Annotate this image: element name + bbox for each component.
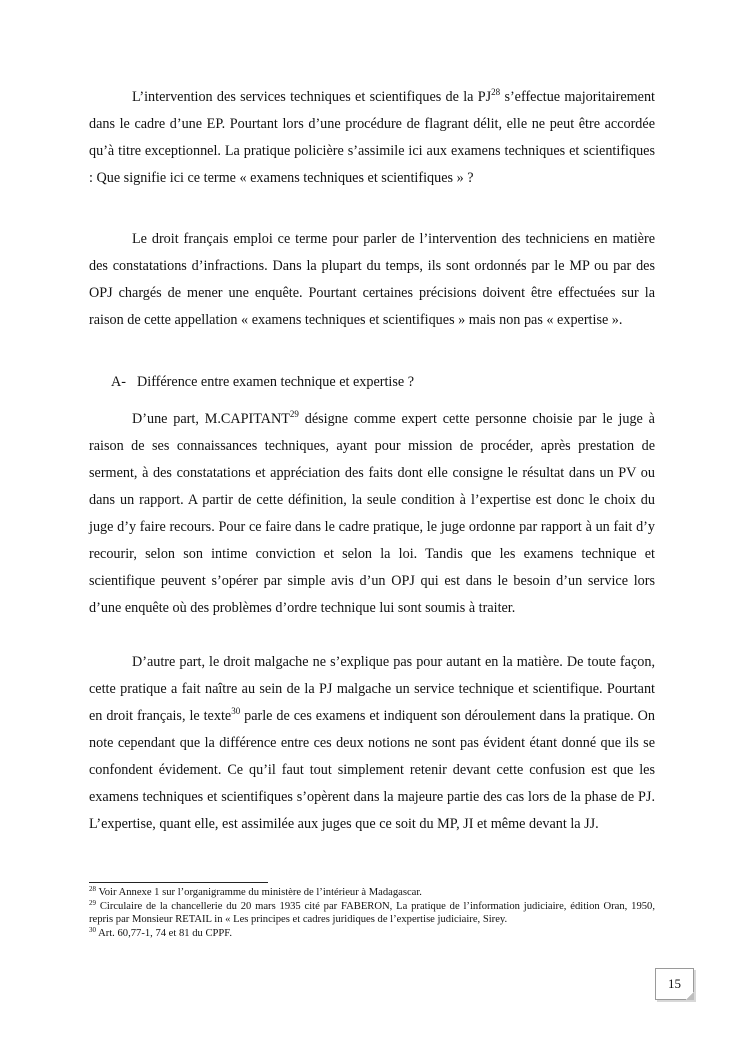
section-heading	[111, 369, 414, 396]
footnote-ref-30[interactable]: 30	[231, 706, 241, 716]
footnotes	[89, 886, 655, 940]
page-corner-fold	[686, 992, 694, 1000]
paragraph-text: parle de ces examens et indiquent son déroulement dans la pratique. On note cependant que la différence entre ces deux notions ne sont pas évident étant donné que ils se confondent évidement. Ce qu’il faut tout simplement retenir devant cette confusion est que les examens techniques et scientifiques s’opèrent dans la majeure partie des cas lors de la phase de PJ. L’expertise, quant elle, est assimilée aux juges que ce soit du MP, JI et même devant la JJ.	[89, 708, 655, 832]
footnote-text: Art. 60,77-1, 74 et 81 du CPPF.	[96, 927, 233, 939]
paragraph-droit-francais	[89, 226, 655, 334]
paragraph-droit-malgache	[89, 649, 655, 838]
paragraph-intervention	[89, 84, 655, 192]
footnote-ref-29[interactable]: 29	[289, 409, 299, 419]
paragraph-text: désigne comme expert cette personne choisie par le juge à raison de ses connaissances techniques, ayant pour mission de procéder, après prestation de serment, à des constatations et appréciation des faits dont elle consigne le résultat dans un PV ou dans un rapport. A partir de cette définition, la seule condition à l’expertise est donc le choix du juge d’y faire recours. Pour ce faire dans le cadre pratique, le juge ordonne par rapport à un fait d’y recourir, selon son intime conviction et selon la loi. Tandis que les examens technique et scientifique peuvent s’opérer par simple avis d’un OPJ qui est dans le besoin d’un service lors d’une enquête où des problèmes d’ordre technique lui sont soumis à traiter.	[89, 411, 655, 616]
footnote-ref-28[interactable]: 28	[491, 87, 501, 97]
footnote-text: Voir Annexe 1 sur l’organigramme du ministère de l’intérieur à Madagascar.	[96, 887, 422, 898]
footnote-text: Circulaire de la chancellerie du 20 mars 1935 cité par FABERON, La pratique de l’information judiciaire, édition Oran, 1950, repris par Monsieur RETAIL in « Les principes et cadres juridiques de l’expertise judiciaire, Sirey.	[89, 900, 655, 925]
paragraph-capitant	[89, 406, 655, 622]
footnote-29	[89, 900, 655, 927]
paragraph-text: L’intervention des services techniques et scientifiques de la PJ	[132, 89, 492, 105]
section-label: A-	[111, 374, 126, 390]
page-number-box	[655, 968, 694, 1000]
paragraph-text: D’une part, M.CAPITANT	[132, 411, 290, 427]
page-number: 15	[668, 976, 681, 991]
section-title: Différence entre examen technique et expertise ?	[137, 374, 415, 390]
paragraph-text: s’effectue majoritairement dans le cadre d’une EP. Pourtant lors d’une procédure de flagrant délit, elle ne peut être accordée qu’à titre exceptionnel. La pratique policière s’assimile ici aux examens techniques et scientifiques : Que signifie ici ce terme « examens techniques et scientifiques » ?	[89, 89, 655, 186]
footnote-number: 28	[89, 885, 96, 893]
footnote-number: 30	[89, 925, 96, 934]
footnote-separator	[89, 882, 268, 883]
paragraph-text: Le droit français emploi ce terme pour parler de l’intervention des techniciens en matière des constatations d’infractions. Dans la plupart du temps, ils sont ordonnés par le MP ou par des OPJ chargés de mener une enquête. Pourtant certaines précisions doivent être effectuées sur la raison de cette appellation « examens techniques et scientifiques » mais non pas « expertise ».	[89, 231, 655, 328]
footnote-number: 29	[89, 898, 96, 907]
footnote-28	[89, 886, 655, 900]
paragraph-text: D’autre part, le droit malgache ne s’explique pas pour autant en la matière. De toute façon, cette pratique a fait naître au sein de la PJ malgache un service technique et scientifique. Pourtant en droit français, le texte	[89, 654, 655, 724]
footnote-30	[89, 927, 655, 941]
